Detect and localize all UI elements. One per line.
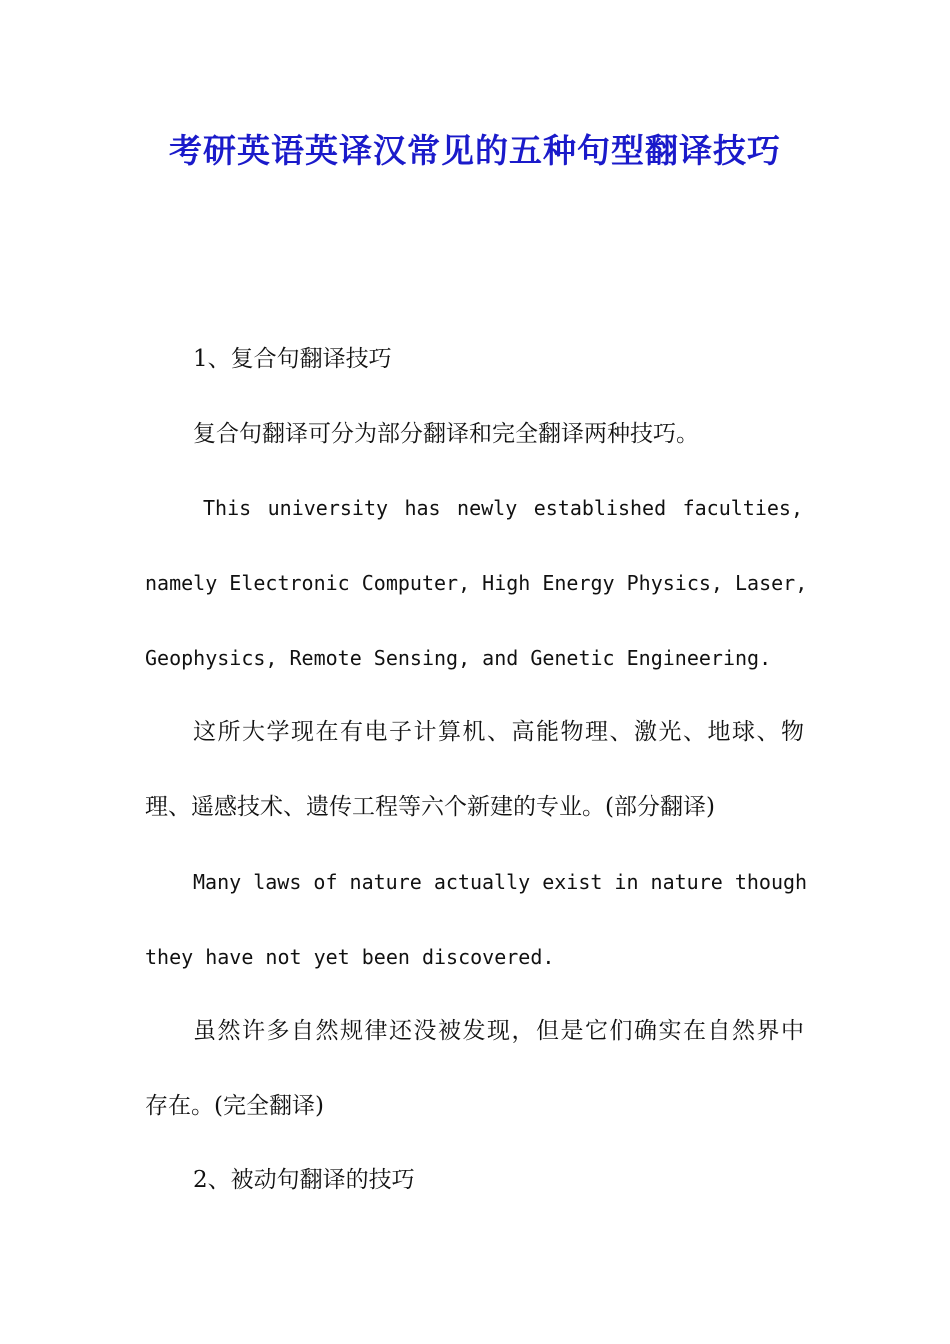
document-title: 考研英语英译汉常见的五种句型翻译技巧	[169, 131, 781, 170]
example-english-line: Many laws of nature actually exist in nature though	[193, 870, 808, 894]
paragraph-line: 复合句翻译可分为部分翻译和完全翻译两种技巧。	[193, 421, 699, 447]
example-english-line: Geophysics, Remote Sensing, and Genetic Engineering.	[145, 646, 772, 670]
example-chinese-line: 理、遥感技术、遗传工程等六个新建的专业。(部分翻译)	[145, 794, 715, 820]
section-heading-compound-sentence: 1、复合句翻译技巧	[193, 346, 392, 372]
example-chinese-line: 存在。(完全翻译)	[145, 1093, 324, 1119]
example-english-line: This university has newly established faculties,	[203, 496, 803, 520]
example-english-line: they have not yet been discovered.	[145, 945, 555, 969]
example-english-line: namely Electronic Computer, High Energy Physics, Laser,	[145, 571, 808, 595]
section-heading-passive-sentence: 2、被动句翻译的技巧	[193, 1167, 415, 1193]
example-chinese-line: 虽然许多自然规律还没被发现，但是它们确实在自然界中	[193, 1018, 804, 1044]
example-chinese-line: 这所大学现在有电子计算机、高能物理、激光、地球、物	[193, 719, 804, 745]
